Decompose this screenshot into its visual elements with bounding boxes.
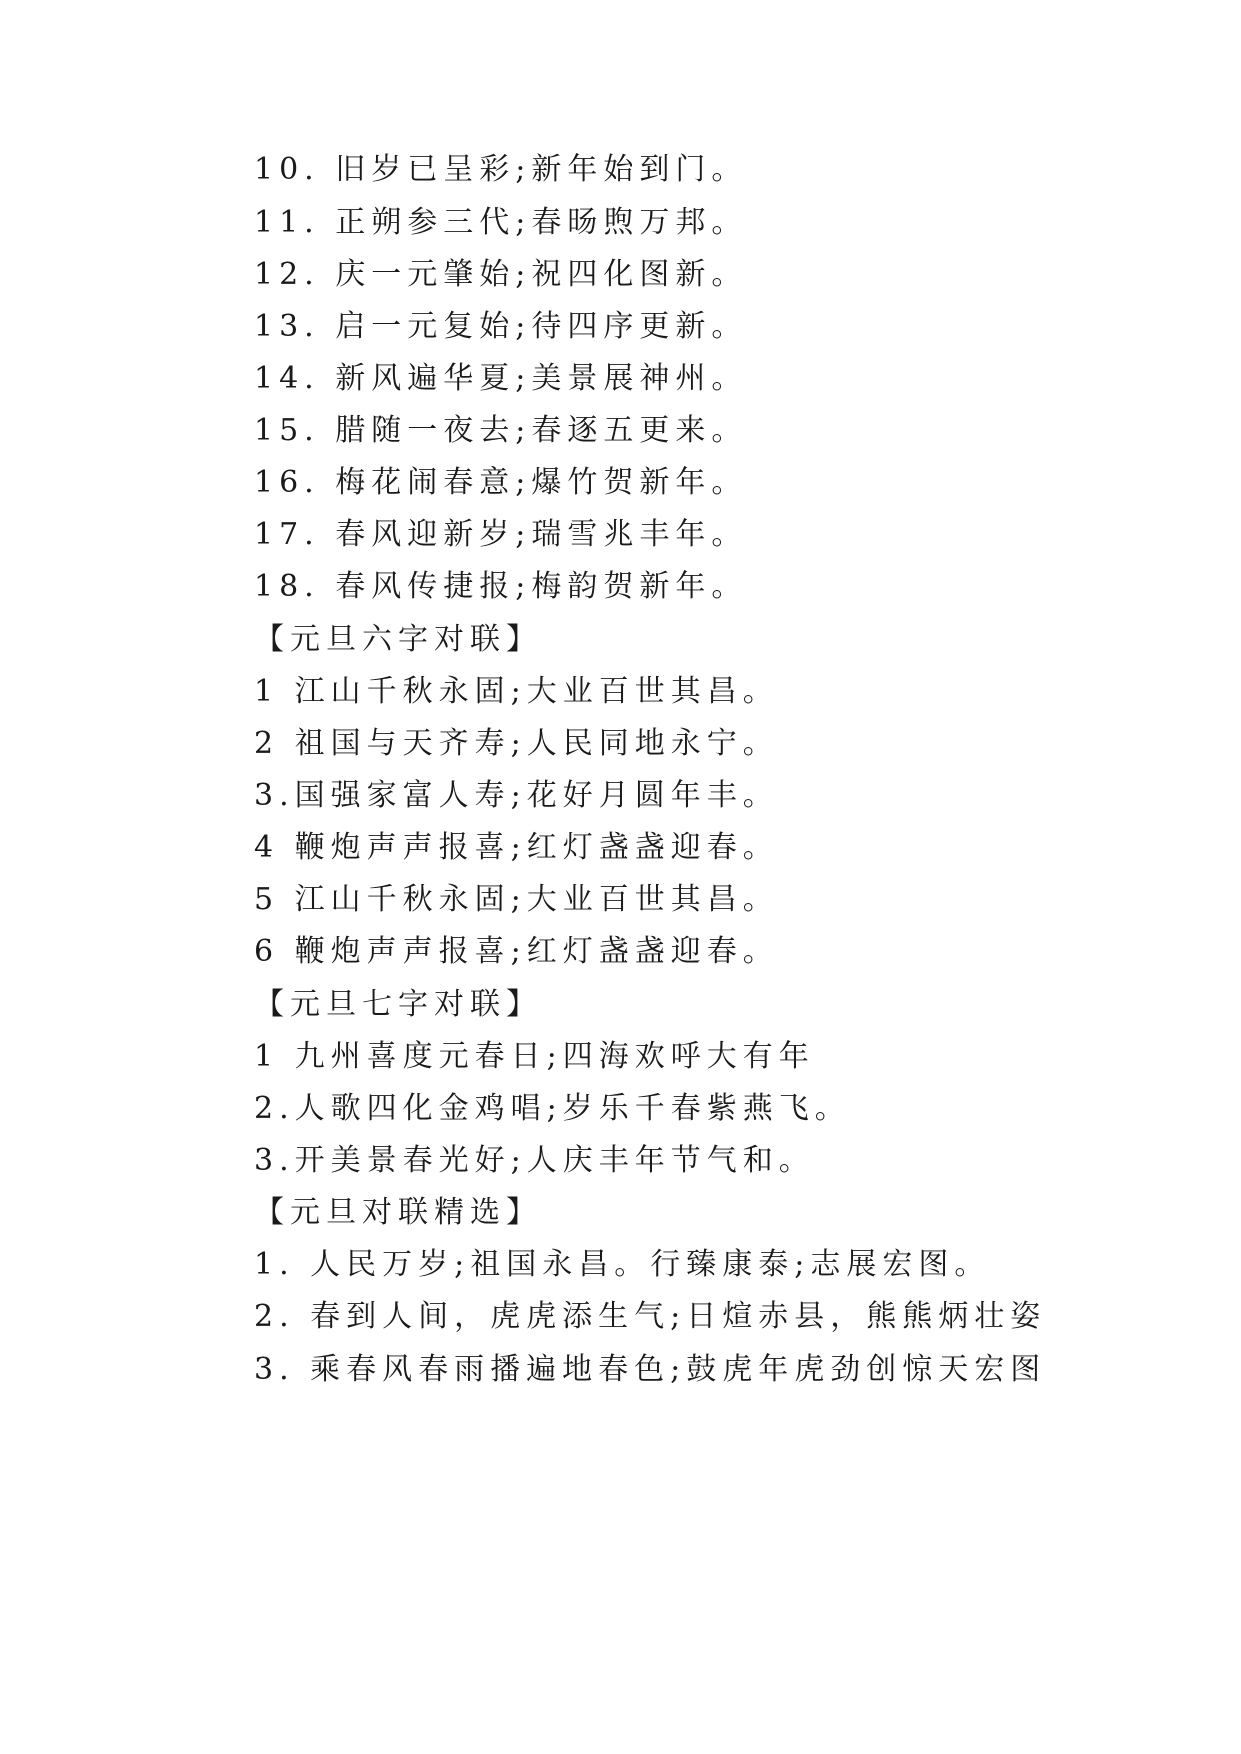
couplet-line: 3. 乘春风春雨播遍地春色;鼓虎年虎劲创惊天宏图	[254, 1352, 1047, 1387]
section-heading: 【元旦七字对联】	[254, 987, 542, 1022]
couplet-line: 1 江山千秋永固;大业百世其昌。	[254, 674, 779, 709]
couplet-line: 4 鞭炮声声报喜;红灯盏盏迎春。	[254, 830, 779, 865]
couplet-line: 6 鞭炮声声报喜;红灯盏盏迎春。	[254, 934, 779, 969]
couplet-line: 5 江山千秋永固;大业百世其昌。	[254, 882, 779, 917]
couplet-line: 13. 启一元复始;待四序更新。	[254, 309, 748, 344]
couplet-line: 1 九州喜度元春日;四海欢呼大有年	[254, 1039, 815, 1074]
couplet-line: 14. 新风遍华夏;美景展神州。	[254, 361, 748, 396]
couplet-line: 1. 人民万岁;祖国永昌。行臻康泰;志展宏图。	[254, 1247, 991, 1282]
couplet-line: 12. 庆一元肇始;祝四化图新。	[254, 257, 748, 292]
couplet-line: 2 祖国与天齐寿;人民同地永宁。	[254, 726, 779, 761]
couplet-line: 16. 梅花闹春意;爆竹贺新年。	[254, 465, 748, 500]
section-heading: 【元旦六字对联】	[254, 622, 542, 657]
couplet-line: 10. 旧岁已呈彩;新年始到门。	[254, 152, 748, 187]
couplet-line: 3.开美景春光好;人庆丰年节气和。	[254, 1143, 815, 1178]
couplet-line: 3.国强家富人寿;花好月圆年丰。	[254, 778, 779, 813]
couplet-line: 2.人歌四化金鸡唱;岁乐千春紫燕飞。	[254, 1091, 851, 1126]
couplet-line: 15. 腊随一夜去;春逐五更来。	[254, 413, 748, 448]
couplet-line: 2. 春到人间，虎虎添生气;日煊赤县，熊熊炳壮姿	[254, 1299, 1047, 1334]
couplet-line: 17. 春风迎新岁;瑞雪兆丰年。	[254, 517, 748, 552]
couplet-line: 11. 正朔参三代;春旸煦万邦。	[254, 205, 748, 240]
section-heading: 【元旦对联精选】	[254, 1195, 542, 1230]
couplet-line: 18. 春风传捷报;梅韵贺新年。	[254, 569, 748, 604]
